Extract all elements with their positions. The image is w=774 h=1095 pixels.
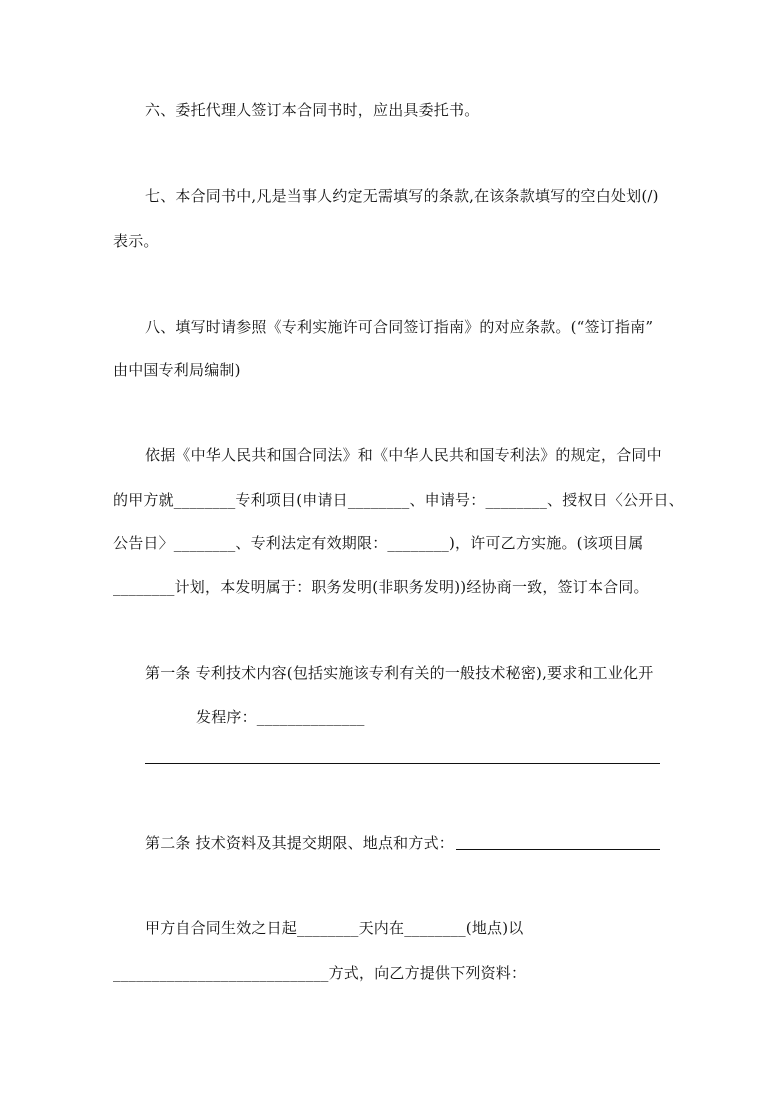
preamble-line-2: 的甲方就________专利项目(申请日________、申请号：________、授权日〈公开日、 xyxy=(113,491,684,509)
article-one-line-2: 发程序：______________ xyxy=(196,708,365,726)
clause-seven-line-2: 表示。 xyxy=(113,232,159,250)
clause-eight-line-1: 八、填写时请参照《专利实施许可合同签订指南》的对应条款。(“签订指南” xyxy=(145,318,654,336)
preamble-line-1: 依据《中华人民共和国合同法》和《中华人民共和国专利法》的规定，合同中 xyxy=(145,446,662,464)
preamble-line-4: ________计划，本发明属于：职务发明(非职务发明))经协商一致，签订本合同。 xyxy=(113,578,649,596)
preamble-line-3: 公告日〉________、专利法定有效期限：________)，许可乙方实施。(该项目属 xyxy=(113,534,644,552)
article-two-detail-line-2: ____________________________方式，向乙方提供下列资料： xyxy=(113,964,527,982)
clause-seven-line-1: 七、本合同书中,凡是当事人约定无需填写的条款,在该条款填写的空白处划(/) xyxy=(145,187,659,205)
clause-eight-line-2: 由中国专利局编制) xyxy=(113,361,241,379)
clause-six: 六、委托代理人签订本合同书时，应出具委托书。 xyxy=(145,101,480,119)
article-one-fill-rule xyxy=(145,763,660,764)
article-two-detail-line-1: 甲方自合同生效之日起________天内在________(地点)以 xyxy=(145,919,524,937)
article-one-line-1: 第一条 专利技术内容(包括实施该专利有关的一般技术秘密),要求和工业化开 xyxy=(145,664,654,682)
article-two-fill-rule xyxy=(456,849,660,850)
article-two-heading: 第二条 技术资料及其提交期限、地点和方式： xyxy=(145,834,454,852)
